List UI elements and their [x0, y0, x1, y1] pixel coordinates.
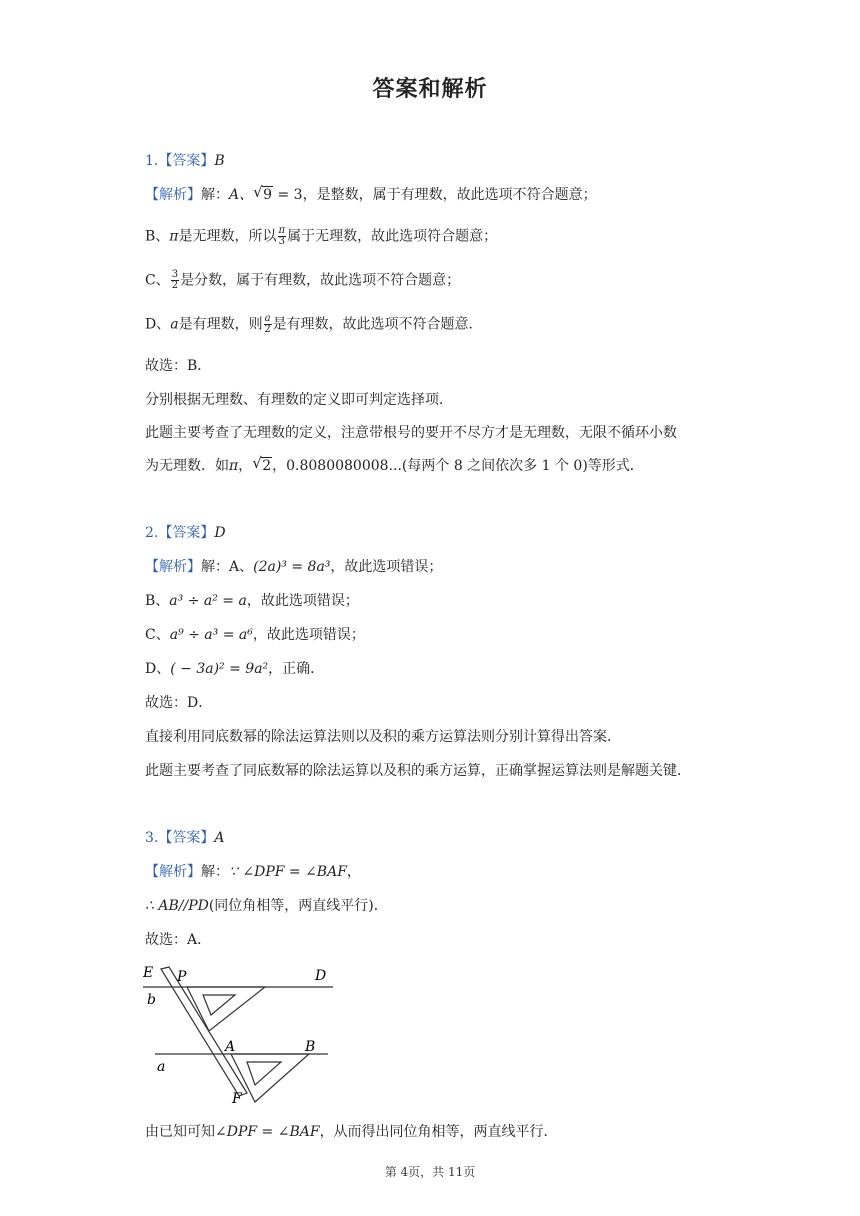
- label-B: B: [305, 1039, 316, 1055]
- q2-analysis-line-3: [145, 625, 365, 645]
- text: 由已知可知: [145, 1124, 215, 1140]
- q2-analysis-line-2: [145, 591, 359, 611]
- q3-choose: 故选：A．: [145, 932, 212, 948]
- page-title: 答案和解析: [372, 77, 488, 102]
- fraction-a-2: [264, 314, 272, 335]
- text: 解：: [201, 864, 229, 880]
- q1-analysis-line-4: [145, 314, 483, 335]
- label-F: F: [232, 1091, 242, 1105]
- text: 是有理数，则: [178, 316, 263, 333]
- q3-analysis-line-2: [145, 896, 388, 916]
- text: 属于无理数，故此选项符合题意；: [287, 228, 498, 245]
- pi: π: [169, 228, 179, 245]
- sqrt-arg: 2: [262, 458, 272, 474]
- math-expr: a⁹ ÷ a³ = a⁶: [169, 627, 253, 643]
- frac-num: π: [278, 225, 286, 236]
- set-square-upper: [187, 987, 265, 1031]
- sqrt-9: √ 9: [253, 183, 273, 203]
- math-expr: ∵ ∠DPF = ∠BAF: [229, 864, 347, 880]
- text: 是分数，属于有理数，故此选项不符合题意；: [180, 272, 461, 289]
- q1-analysis-line-3: [145, 270, 460, 291]
- text: 是无理数，所以: [178, 228, 277, 245]
- text: B、: [145, 593, 170, 609]
- page-footer: 第 4页，共 11页: [384, 1165, 476, 1179]
- set-square-upper-inner: [203, 995, 235, 1015]
- q2-analysis-tag: 【解析】: [145, 559, 201, 575]
- label-b: b: [147, 992, 156, 1008]
- text: (同位角相等，两直线平行)．: [208, 898, 388, 914]
- fraction-3-2: [171, 270, 179, 291]
- sqrt-arg: 9: [263, 187, 273, 203]
- text: ，: [346, 864, 361, 880]
- parallel-lines-figure: [143, 963, 343, 1105]
- q3-conclusion: [145, 1122, 558, 1142]
- math-expr: ( − 3a)² = 9a²: [170, 661, 269, 677]
- text: 解：: [201, 187, 229, 203]
- q2-answer-tag: 【答案】: [158, 525, 215, 541]
- text: ，正确．: [268, 661, 325, 677]
- pi: π: [229, 458, 239, 474]
- q2-answer-line: [145, 523, 226, 543]
- q3-answer: A: [214, 830, 225, 846]
- math-expr: (2a)³ = 8a³: [253, 559, 331, 575]
- q1-answer: B: [214, 153, 225, 169]
- fraction-pi-3: [278, 226, 287, 247]
- q2-number: 2.: [145, 525, 159, 541]
- var-a: a: [170, 316, 179, 333]
- q3-number: 3.: [145, 830, 159, 846]
- text: ，故此选项错误；: [330, 559, 443, 575]
- ruler-ef: [161, 967, 247, 1096]
- q1-number: 1.: [145, 153, 159, 169]
- q2-choose: 故选：D．: [145, 695, 213, 711]
- set-square-lower-inner: [247, 1062, 281, 1085]
- text: ，0.8080080008...(每两个 8 之间依次多 1 个 0)等形式．: [272, 458, 644, 474]
- frac-num: 3: [171, 269, 179, 280]
- frac-den: 3: [278, 236, 285, 247]
- label-A: A: [225, 1039, 236, 1055]
- q1-choose: 故选：B．: [145, 358, 212, 374]
- q3-answer-tag: 【答案】: [158, 830, 215, 846]
- q1-answer-line: [145, 151, 225, 171]
- frac-den: 2: [264, 324, 271, 335]
- text: 是有理数，故此选项不符合题意．: [272, 316, 483, 333]
- text: ，故此选项错误；: [252, 627, 365, 643]
- sqrt-2: √ 2: [252, 454, 272, 474]
- q2-summary: 此题主要考查了同底数幂的除法运算以及积的乘方运算，正确掌握运算法则是解题关键．: [145, 763, 691, 779]
- q1-method: 分别根据无理数、有理数的定义即可判定选择项．: [145, 392, 453, 408]
- q2-analysis-line-4: [145, 659, 324, 679]
- text: 为无理数．如: [145, 458, 229, 474]
- q1-summary-2: [145, 456, 644, 476]
- q2-analysis-line-1: [145, 557, 442, 577]
- q1-analysis-line-2: [145, 226, 497, 247]
- text: D、: [145, 316, 171, 333]
- q1-summary-1: 此题主要考查了无理数的定义，注意带根号的要开不尽方才是无理数，无限不循环小数: [145, 425, 677, 441]
- q3-analysis-tag: 【解析】: [145, 864, 201, 880]
- label-D: D: [315, 968, 327, 984]
- label-E: E: [143, 965, 154, 981]
- math-expr: ∠DPF = ∠BAF: [215, 1124, 320, 1140]
- math-expr: ∴ AB//PD: [145, 898, 209, 914]
- q3-answer-line: [145, 828, 224, 848]
- text: C、: [145, 272, 170, 289]
- frac-num: a: [264, 313, 271, 324]
- q2-method: 直接利用同底数幂的除法运算法则以及积的乘方运算法则分别计算得出答案．: [145, 729, 621, 745]
- frac-den: 2: [171, 280, 179, 291]
- text: ，: [238, 458, 253, 474]
- q2-answer: D: [214, 525, 226, 541]
- label-a: a: [157, 1059, 166, 1075]
- text: A、: [229, 187, 254, 203]
- text: D、: [145, 661, 171, 677]
- label-P: P: [177, 969, 187, 985]
- text: = 3，是整数，属于有理数，故此选项不符合题意；: [273, 187, 597, 203]
- text: B、: [145, 228, 170, 245]
- text: ，故此选项错误；: [246, 593, 359, 609]
- q1-analysis-line-1: [145, 185, 597, 205]
- q1-analysis-tag: 【解析】: [145, 187, 201, 203]
- text: C、: [145, 627, 170, 643]
- math-expr: a³ ÷ a² = a: [169, 593, 247, 609]
- q1-answer-tag: 【答案】: [158, 153, 215, 169]
- q3-analysis-line-1: [145, 862, 361, 882]
- text: 解：A、: [201, 559, 254, 575]
- text: ，从而得出同位角相等，两直线平行．: [319, 1124, 558, 1140]
